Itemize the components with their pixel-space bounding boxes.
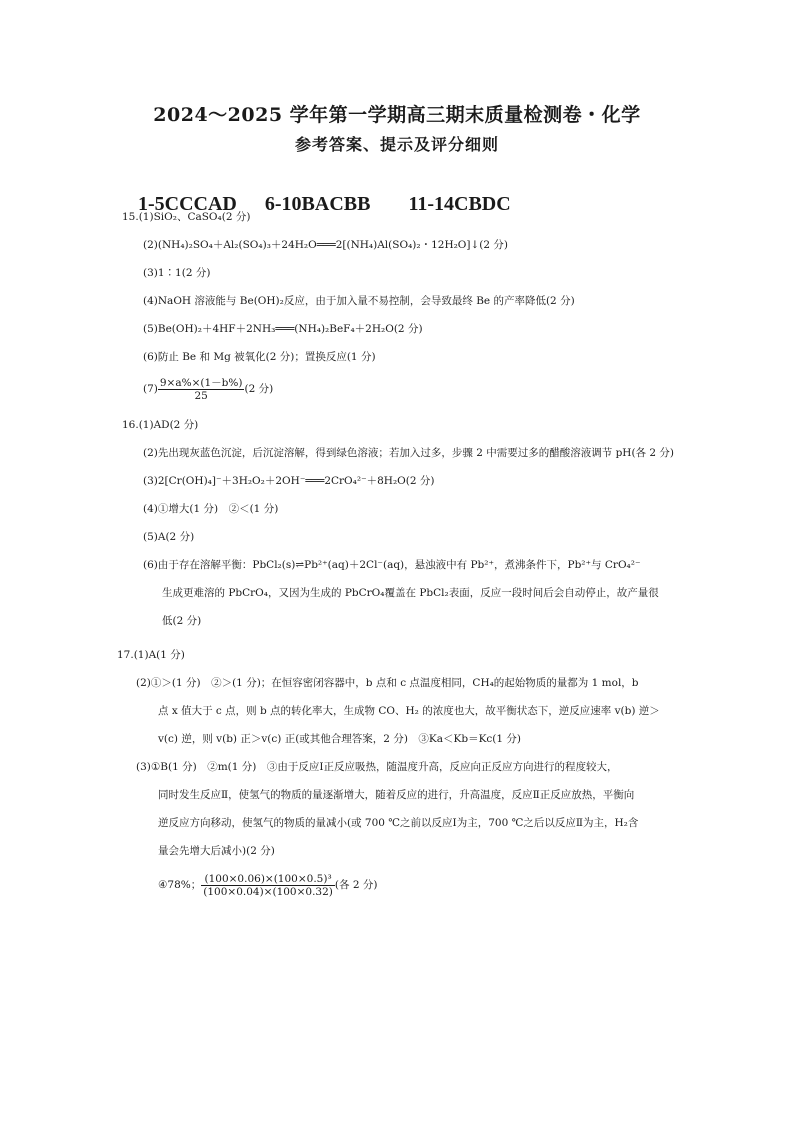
q15-7-suffix: (2 分) [244,383,274,395]
q17-line-2c: v(c) 逆，则 v(b) 正＞v(c) 正(或其他合理答案，2 分) ③Ka＜Kb＝Kc(1 分) [158,733,522,745]
q17-line-2a: (2)①＞(1 分) ②＞(1 分)；在恒容密闭容器中，b 点和 c 点温度相同，CH₄的起始物质的量都为 1 mol，b [136,677,639,689]
q15-line-4: (4)NaOH 溶液能与 Be(OH)₂反应，由于加入量不易控制，会导致最终 Be 的产率降低(2 分) [143,295,575,307]
fraction-numerator: (100×0.06)×(100×0.5)³ [201,873,335,886]
q16-line-5: (5)A(2 分) [143,531,195,543]
q16-line-6b: 生成更难溶的 PbCrO₄，又因为生成的 PbCrO₄覆盖在 PbCl₂表面，反应一段时间后会自动停止，故产量很 [162,587,659,599]
q16-line-1: 16.(1)AD(2 分) [122,419,199,431]
q17-line-3a: (3)①B(1 分) ②m(1 分) ③由于反应Ⅰ正反应吸热，随温度升高，反应向正反应方向进行的程度较大， [136,761,618,773]
q16-line-6c: 低(2 分) [162,615,202,627]
q17-line-4 [158,870,377,900]
mc-answer-group-3: 11-14CBDC [408,193,511,215]
fraction-denominator: (100×0.04)×(100×0.32) [203,885,333,898]
q17-line-1: 17.(1)A(1 分) [117,649,185,661]
page-title: 2024～2025 学年第一学期高三期末质量检测卷・化学 [153,104,641,126]
page-subtitle: 参考答案、提示及评分细则 [294,135,499,154]
q15-line-1: 15.(1)SiO₂、CaSO₄(2 分) [122,211,251,223]
q15-7-prefix: (7) [143,383,158,395]
q16-line-4: (4)①增大(1 分) ②＜(1 分) [143,503,279,515]
q17-4-suffix: (各 2 分) [334,879,378,891]
q17-line-3b: 同时发生反应Ⅱ，使氢气的物质的量逐渐增大，随着反应的进行，升高温度，反应Ⅱ正反应放热，平衡向 [158,789,635,801]
q15-7-fraction [158,377,245,402]
fraction-denominator: 25 [194,389,208,402]
mc-answer-group-2: 6-10BACBB [264,193,371,215]
q15-line-5: (5)Be(OH)₂＋4HF＋2NH₃═══(NH₄)₂BeF₄＋2H₂O(2 分) [143,323,423,335]
q15-line-3: (3)1∶1(2 分) [143,267,211,279]
fraction-numerator: 9×a%×(1－b%) [159,376,243,389]
q17-line-3d: 量会先增大后减小)(2 分) [158,845,275,857]
q15-line-2: (2)(NH₄)₂SO₄＋Al₂(SO₄)₃＋24H₂O═══2[(NH₄)Al(SO₄)₂・12H₂O]↓(2 分) [143,239,509,251]
q16-line-3: (3)2[Cr(OH)₄]⁻＋3H₂O₂＋2OH⁻═══2CrO₄²⁻＋8H₂O(2 分) [143,475,435,487]
q17-4-prefix: ④78%； [158,879,202,891]
q17-line-3c: 逆反应方向移动，使氢气的物质的量减小(或 700 ℃之前以反应Ⅰ为主，700 ℃之后以反应Ⅱ为主，H₂含 [158,817,639,829]
q15-line-7 [143,374,273,404]
q15-line-6: (6)防止 Be 和 Mg 被氧化(2 分)；置换反应(1 分) [143,351,376,363]
q17-4-fraction [201,873,335,898]
q16-line-6a: (6)由于存在溶解平衡：PbCl₂(s)⇌Pb²⁺(aq)＋2Cl⁻(aq)，悬浊液中有 Pb²⁺，煮沸条件下，Pb²⁺与 CrO₄²⁻ [143,559,641,571]
q16-line-2: (2)先出现灰蓝色沉淀，后沉淀溶解，得到绿色溶液；若加入过多，步骤 2 中需要过多的醋酸溶液调节 pH(各 2 分) [143,447,674,459]
mc-answer-group-1: 1-5CCCAD [138,193,237,215]
q17-line-2b: 点 x 值大于 c 点，则 b 点的转化率大，生成物 CO、H₂ 的浓度也大，故平衡状态下，逆反应速率 v(b) 逆＞ [158,705,660,717]
multiple-choice-answers [118,170,511,239]
